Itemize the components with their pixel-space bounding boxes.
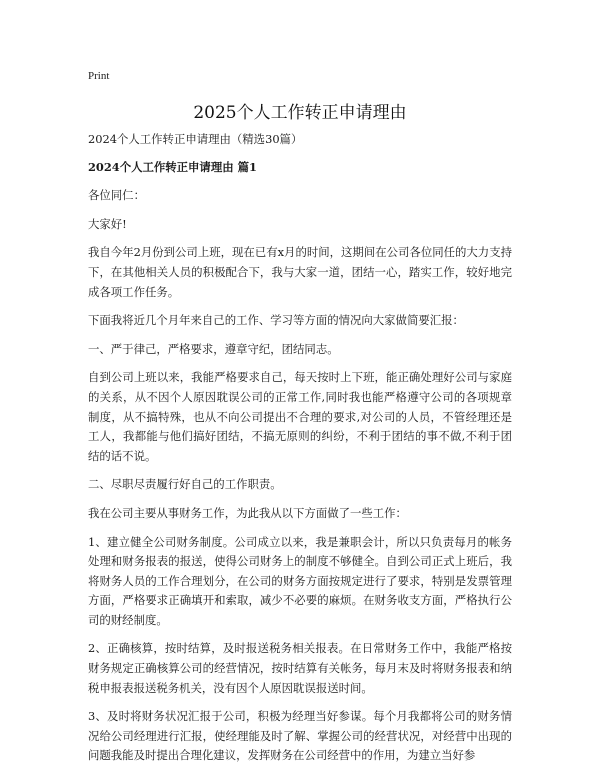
salutation: 各位同仁： bbox=[88, 188, 145, 203]
body-paragraph: 1、建立健全公司财务制度。公司成立以来，我是兼职会计，所以只负责每月的帐务处理和财务报表的报送，使得公司财务上的制度不够健全。自到公司正式上班后，我将财务人员的工作合理划分，在公司的财务方面按规定进行了要求，特别是发票管理方面，严格要求正确填开和索取，减少不必要的麻烦。在财务收支方面，严格执行公司的财经制度。 bbox=[88, 534, 512, 627]
body-paragraph: 2、正确核算，按时结算，及时报送税务相关报表。在日常财务工作中，我能严格按财务规定正确核算公司的经营情况，按时结算有关帐务，每月末及时将财务报表和纳税申报表报送税务机关，没有因个人原因耽误报送时间。 bbox=[88, 641, 512, 695]
body-paragraph: 下面我将近几个月年来自己的工作、学习等方面的情况向大家做简要汇报： bbox=[88, 313, 464, 328]
print-label: Print bbox=[88, 70, 110, 82]
body-paragraph: 我自今年2月份到公司上班，现在已有x月的时间，这期间在公司各位同任的大力支持下，在其他相关人员的积极配合下，我与大家一道，团结一心，踏实工作，较好地完成各项工作任务。 bbox=[88, 245, 512, 299]
body-paragraph: 3、及时将财务状况汇报于公司，积极为经理当好参谋。每个月我都将公司的财务情况给公司经理进行汇报，使经理能及时了解、掌握公司的经营状况，对经营中出现的问题我能及时提出合理化建议，发挥财务在公司经营中的作用，为建立当好参 bbox=[88, 709, 512, 763]
document-title: 2025个人工作转正申请理由 bbox=[193, 103, 407, 123]
document-body bbox=[88, 130, 512, 775]
body-paragraph: 自到公司上班以来，我能严格要求自己，每天按时上下班，能正确处理好公司与家庭的关系，从不因个人原因耽误公司的正常工作,同时我也能严格遵守公司的各项规章制度，从不搞特殊，也从不向公司提出不合理的要求,对公司的人员，不管经理还是工人，我都能与他们搞好团结，不搞无原则的纠纷，不利于团结的事不做,不利于团结的话不说。 bbox=[88, 370, 512, 463]
body-paragraph: 我在公司主要从事财务工作，为此我从以下方面做了一些工作： bbox=[88, 505, 407, 520]
greeting: 大家好! bbox=[88, 216, 127, 231]
subheading-paragraph: 二、尽职尽责履行好自己的工作职责。 bbox=[88, 477, 282, 492]
section-heading: 2024个人工作转正申请理由 篇1 bbox=[88, 159, 257, 174]
subheading-paragraph: 一、严于律己，严格要求，遵章守纪，团结同志。 bbox=[88, 341, 339, 356]
document-subtitle: 2024个人工作转正申请理由（精选30篇） bbox=[88, 132, 303, 146]
